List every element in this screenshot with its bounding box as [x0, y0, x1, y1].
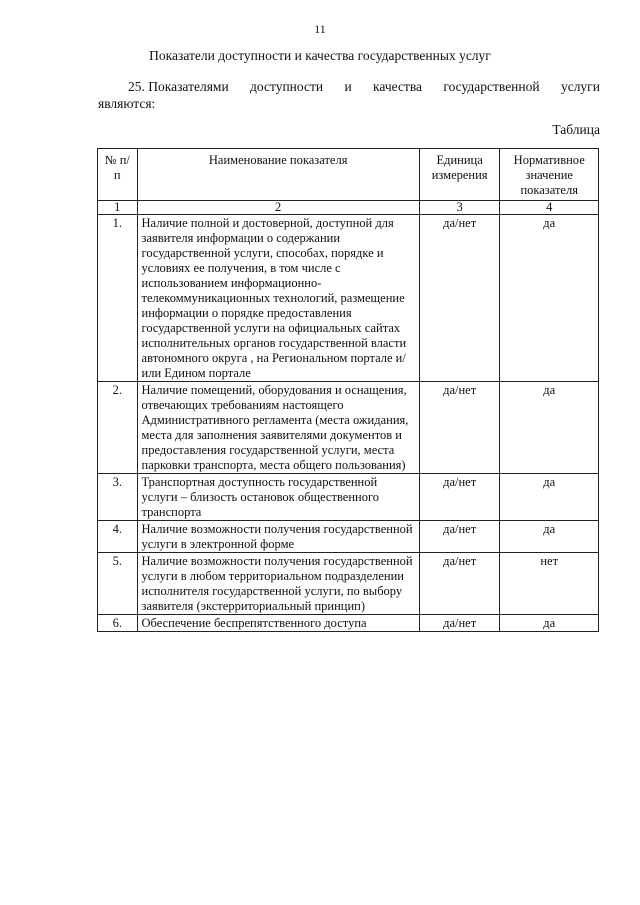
column-index: 2	[137, 201, 419, 215]
row-unit: да/нет	[419, 382, 500, 474]
table-row	[98, 553, 599, 615]
page-number: 11	[314, 22, 326, 36]
row-unit: да/нет	[419, 521, 500, 553]
section-heading: Показатели доступности и качества государственных услуг	[149, 48, 491, 63]
table-row	[98, 474, 599, 521]
row-num: 3.	[98, 474, 138, 521]
row-unit: да/нет	[419, 615, 500, 632]
row-name: Наличие возможности получения государственной услуги в электронной форме	[137, 521, 419, 553]
row-unit: да/нет	[419, 215, 500, 382]
header-num: № п/п	[98, 149, 138, 201]
intro-paragraph	[98, 78, 600, 112]
row-norm: да	[500, 382, 599, 474]
table-row	[98, 215, 599, 382]
row-name: Обеспечение беспрепятственного доступа	[137, 615, 419, 632]
indicators-table	[97, 148, 599, 632]
column-index: 3	[419, 201, 500, 215]
column-index-row	[98, 201, 599, 215]
row-unit: да/нет	[419, 553, 500, 615]
intro-word: качества	[373, 79, 423, 94]
row-norm: да	[500, 521, 599, 553]
table-row	[98, 382, 599, 474]
header-name: Наименование показателя	[137, 149, 419, 201]
intro-line	[98, 78, 600, 95]
row-num: 1.	[98, 215, 138, 382]
row-norm: нет	[500, 553, 599, 615]
row-norm: да	[500, 215, 599, 382]
row-num: 6.	[98, 615, 138, 632]
column-index: 1	[98, 201, 138, 215]
row-norm: да	[500, 615, 599, 632]
header-unit: Единица измерения	[419, 149, 500, 201]
row-name: Наличие полной и достоверной, доступной для заявителя информации о содержании государственной услуги, способах, порядке и условиях ее получения, в том числе с использованием информационно-телекоммуникационных технологий, размещение информации о порядке предоставления государственной услуги на официальных сайтах исполнительных органов государственной власти автономного округа , на Региональном портале и/или Едином портале	[137, 215, 419, 382]
row-name: Транспортная доступность государственной услуги – близость остановок общественного транспорта	[137, 474, 419, 521]
table-row	[98, 521, 599, 553]
table-header-row	[98, 149, 599, 201]
row-name: Наличие помещений, оборудования и оснащения, отвечающих требованиям настоящего Административного регламента (места ожидания, места для заполнения заявителями документов и предоставления государственной услуги, места парковки транспорта, места общего пользования)	[137, 382, 419, 474]
intro-continuation: являются:	[98, 96, 156, 111]
intro-word: 25. Показателями	[128, 79, 229, 94]
row-name: Наличие возможности получения государственной услуги в любом территориальном подразделении исполнителя государственной услуги, по выбору заявителя (экстерриториальный принцип)	[137, 553, 419, 615]
table-caption: Таблица	[552, 122, 600, 137]
header-norm: Нормативное значение показателя	[500, 149, 599, 201]
table-row	[98, 615, 599, 632]
row-unit: да/нет	[419, 474, 500, 521]
row-num: 2.	[98, 382, 138, 474]
intro-word: и	[344, 79, 352, 94]
intro-word: доступности	[250, 79, 324, 94]
row-norm: да	[500, 474, 599, 521]
row-num: 5.	[98, 553, 138, 615]
column-index: 4	[500, 201, 599, 215]
row-num: 4.	[98, 521, 138, 553]
intro-word: услуги	[560, 79, 600, 94]
intro-word: государственной	[443, 79, 540, 94]
